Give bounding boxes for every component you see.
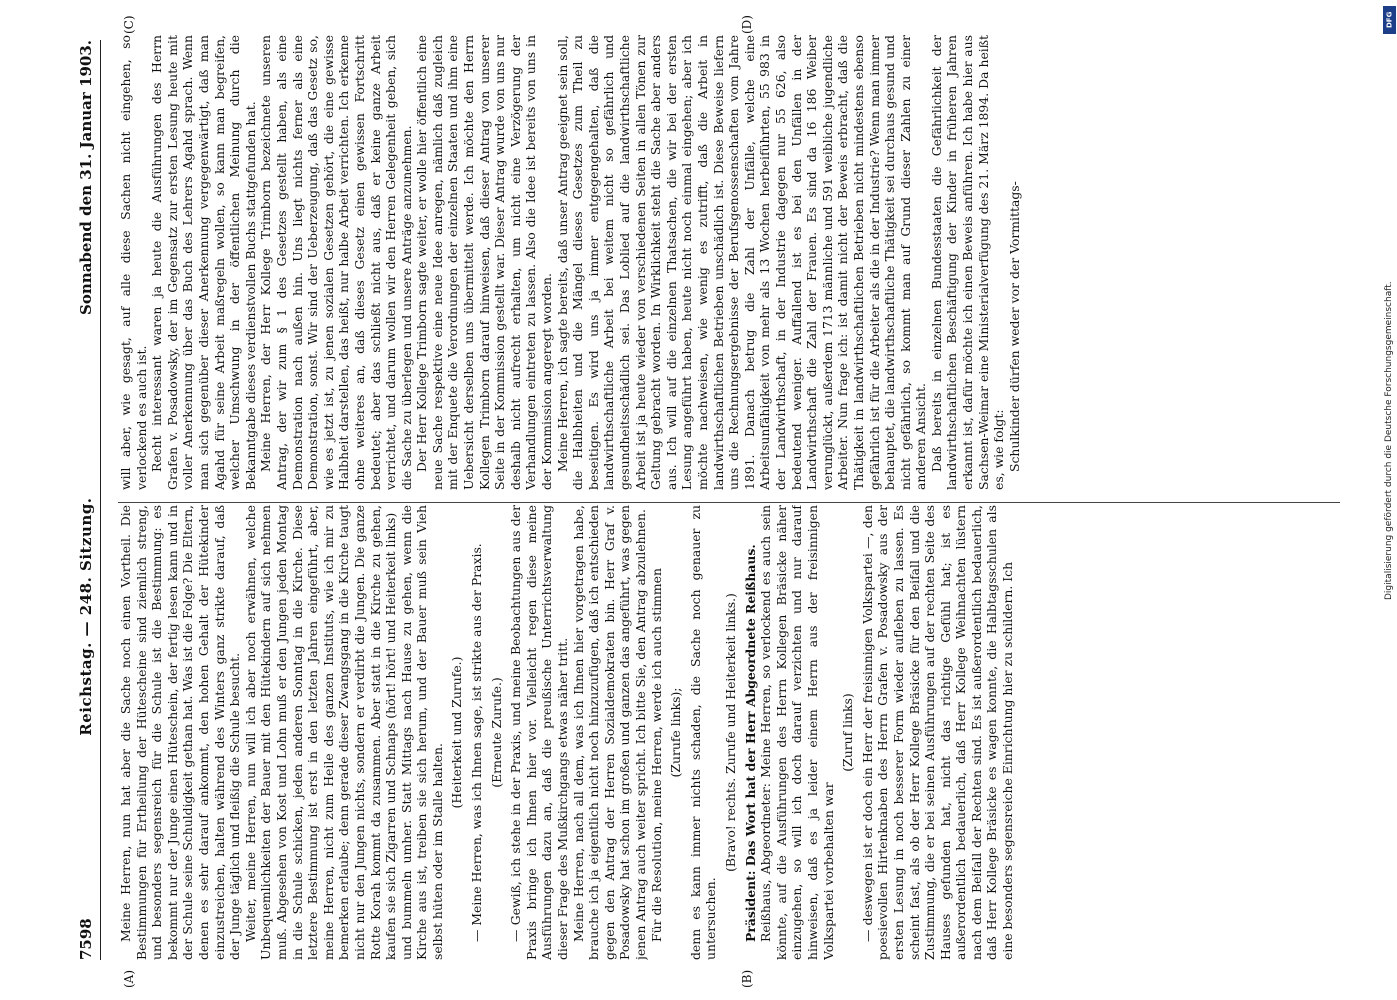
- interjection: (Zurufe links);: [668, 687, 684, 778]
- paragraph: — deswegen ist er doch ein Herr der freisinnigen Volkspartei —, den poesievollen Hirtenknaben des Herrn Grafen v. Posadowsky aus der ersten Lesung in noch besserer Form wieder aufleben zu lassen. Es scheint fast, als ob der Herr Kollege Bräsicke für den Beifall und die Zustimmung, die er bei seinen Ausführungen auf der rechten Seite des Hauses gefunden hat, nicht das richtige Gefühl hat; ist es außerordentlich bedauerlich, daß Herr Kollege Weihnachten lüstern nach dem Beifall der Rechten sind. Es ist außerordentlich bedauerlich, daß Herr Kollege Bräsicke es wagen konnte, die Halbtagsschulen als eine besonders segensreiche Einrichtung hier zu schildern. Ich: [859, 505, 1016, 960]
- header-date: Sonnabend den 31. Januar 1903.: [77, 40, 95, 315]
- paragraph: denn es kann immer nichts schaden, die Sache noch genauer zu untersuchen.: [687, 505, 719, 960]
- speaker-line: Präsident: Das Wort hat der Herr Abgeordnete Reißhaus.: [742, 544, 758, 942]
- interjection: (Bravo! rechts. Zurufe und Heiterkeit links.): [722, 593, 738, 872]
- paragraph: — Gewiß, ich stehe in der Praxis, und meine Beobachtungen aus der Praxis bringe ich Ihnen hier vor. Vielleicht regen diese meine Ausführungen dazu an, daß die preußische Unterrichtsverwaltung dieser Frage des Mußkirchgangs etwas näher tritt.: [508, 505, 571, 960]
- margin-marker-a: (A): [122, 969, 136, 988]
- page-number: 7598: [77, 918, 95, 960]
- paragraph: Weiter, meine Herren, nun will ich aber noch erwähnen, welche Unbequemlichkeiten der Bauer mit den Hütekindern auf sich nehmen muß. Abgesehen von Kost und Lohn muß er den Jungen jeden Montag in die Schule schicken, jeden anderen Sonntag in die Kirche. Diese letztere Bestimmung ist erst in den letzten Jahren eingeführt, aber, meine Herren, nicht zum Heile des ganzen Instituts, wie ich mir zu bemerken erlaube; denn gerade dieser Zwangsgang in die Kirche taugt nicht nur den Jungen nichts, sondern er verdirbt die Jungen. Die ganze Rotte Korah kommt da zusammen. Aber statt in die Kirche zu gehen, kaufen sie sich Zigarren und Schnaps (hört! hört! und Heiterkeit links): [242, 505, 399, 960]
- paragraph: Meine Herren, ich sagte bereits, daß unser Antrag geeignet sein soll, die Halbheiten und die Mängel dieses Gesetzes zum Theil zu beseitigen. Es wird uns ja immer entgegengehalten, daß die landwirthschaftliche Arbeit bei weitem nicht so gefährlich und gesundheitsschädlich sei. Das Loblied auf die landwirthschaftliche Arbeit ist ja heute wieder von verschiedenen Seiten in allen Tönen zur Geltung gebracht worden. In Wirklichkeit steht die Sache aber anders aus. Ich will auf die einzelnen Thatsachen, die wir bei der ersten Lesung angeführt haben, heute nicht noch einmal eingehen; aber ich möchte nachweisen, wie wenig es zutrifft, daß die Arbeit in landwirthschaftlichen Betrieben unschädlich ist. Diese Beweise liefern uns die Rechnungsergebnisse der Berufsgenossenschaften vom Jahre 1891. Danach betrug die Zahl der Unfälle, welche eine Arbeitsunfähigkeit von mehr als 13 Wochen herbeiführten, 55 983 in der Landwirthschaft, in der Industrie dagegen nur 55 626, also bedeutend weniger. Auffallend ist es bei den Unfällen in der Landwirthschaft die Zahl der Frauen. Es sind da 16 186 Weiber verunglückt, außerdem 1713 männliche und 591 weibliche jugendliche Arbeiter. Nun frage ich: ist damit nicht der Beweis erbracht, daß die Thätigkeit in landwirthschaftlichen Betrieben nicht mindestens ebenso gefährlich ist für die Arbeiter als die in der Industrie? Wenn man immer behauptet, die landwirthschaftliche Thätigkeit sei durchaus gesund und nicht gefährlich, so kommt man auf Grund dieser Zahlen zu einer anderen Ansicht.: [554, 35, 929, 490]
- interjection: (Zuruf links): [840, 693, 856, 772]
- header-title: Reichstag. — 248. Sitzung.: [77, 497, 95, 736]
- paragraph: Reißhaus, Abgeordneter: Meine Herren, so verlockend es auch sein könnte, auf die Ausführungen des Herrn Kollegen Bräsicke näher einzugehen, so will ich doch darauf verzichten und nur darauf hinweisen, daß es ja leider einem Herrn aus der freisinnigen Volkspartei vorbehalten war: [758, 505, 836, 960]
- margin-marker-d: (D): [740, 15, 754, 34]
- interjection: (Erneute Zurufe.): [488, 677, 504, 788]
- paragraph: Meine Herren, nach all dem, was ich Ihnen hier vorgetragen habe, brauche ich ja eigentlich nicht noch hinzuzufügen, daß ich entschieden gegen den Antrag der Herren Sozialdemokraten bin. Herr Graf v. Posadowsky hat schon im großen und ganzen das angeführt, was gegen jenen Antrag auch weiter spricht. Ich bitte Sie, den Antrag abzulehnen.: [570, 505, 648, 960]
- attribution-strip: [1382, 0, 1397, 1000]
- paragraph: Für die Resolution, meine Herren, werde ich auch stimmen: [648, 568, 664, 942]
- page-header: [72, 40, 101, 960]
- paragraph: Schulkinder dürfen weder vor der Vormittags-: [1006, 181, 1022, 472]
- dfg-logo: DFG: [1383, 6, 1396, 34]
- column-divider: [118, 502, 1340, 503]
- paragraph: — Meine Herren, was ich Ihnen sage, ist strikte aus der Praxis.: [469, 543, 485, 942]
- margin-marker-c: (C): [122, 15, 136, 34]
- paragraph: Meine Herren, der Herr Kollege Trimborn bezeichnete unseren Antrag, der wir zum § 1 des Gesetzes gestellt haben, als eine Demonstration nach außen hin. Uns liegt nichts ferner als eine Demonstration, sonst. Wir sind der Ueberzeugung, daß das Gesetz so, wie es jetzt ist, zu jenen sozialen Gesetzen gehört, die eine gewisse Halbheit darstellen, das heißt, nur halbe Arbeit verrichten. Ich erkenne ohne weiteres an, daß dieses Gesetz einen gewissen Fortschritt bedeutet; aber das schließt nicht aus, daß er keine ganze Arbeit verrichtet, und darum wollen wir den Herren Gelegenheit geben, sich die Sache zu überlegen und unsere Anträge anzunehmen.: [258, 35, 414, 490]
- left-column: [118, 505, 1340, 960]
- right-column: [118, 35, 1340, 490]
- attribution-text: Digitalisierung gefördert durch die Deutsche Forschungsgemeinschaft.: [1384, 281, 1394, 600]
- margin-marker-b: (B): [740, 969, 754, 988]
- paragraph: und bummeln umher. Statt Mittags nach Hause zu gehen, wenn die Kirche aus ist, treiben sie sich herum, und der Bauer muß sein Vieh selbst hüten oder im Stalle halten.: [398, 505, 445, 960]
- paragraph: Meine Herren, nun hat aber die Sache noch einen Vortheil. Die Bestimmungen für Ertheilung der Hütescheine sind ziemlich streng, und besonders segensreich für die Schule ist die Bestimmung: es bekommt nur der Junge einen Hüteschein, der fertig lesen kann und in der Schule seine Schuldigkeit gethan hat. Was ist die Folge? Die Eltern, denen es sehr darauf ankommt, den hohen Gehalt der Hütekinder einzustreichen, halten während des Winters ganz strikte darauf, daß der Junge täglich und fleißig die Schule besucht.: [118, 505, 243, 960]
- paragraph: Daß bereits in einzelnen Bundesstaaten die Gefährlichkeit der landwirthschaftlichen Beschäftigung der Kinder in früheren Jahren erkannt ist, dafür möchte ich einen Beweis anführen. Ich habe hier aus Sachsen-Weimar eine Ministerialverfügung des 21. März 1894. Da heißt es, wie folgt:: [928, 35, 1007, 490]
- paragraph: Recht interessant waren ja heute die Ausführungen des Herrn Grafen v. Posadowsky, der im Gegensatz zur ersten Lesung heute mit voller Anerkennung über das Buch des Lehrers Agahd sprach. Wenn man sich gegenüber dieser Anerkennung vergegenwärtigt, daß man Agahd für seine Arbeit maßregeln wollen, so kann man begreifen, welcher Umschwung in der öffentlichen Meinung durch die Bekanntgabe dieses verdienstvollen Buchs stattgefunden hat.: [149, 35, 258, 490]
- paragraph: Der Herr Kollege Trimborn sagte weiter, er wolle hier öffentlich eine neue Sache respektive eine neue Idee anregen, nämlich daß zugleich mit der Enquete die Verordnungen der einzelnen Staaten und ihm eine Uebersicht derselben uns übermittelt werde. Ich möchte den Herrn Kollegen Trimborn darauf hinweisen, daß dieser Antrag von unserer Seite in der Kommission gestellt war. Dieser Antrag wurde von uns nur deshalb nicht aufrecht erhalten, um nicht eine Verzögerung der Verhandlungen eintreten zu lassen. Also die Idee ist bereits von uns in der Kommission angeregt worden.: [414, 35, 555, 490]
- paragraph: will aber, wie gesagt, auf alle diese Sachen nicht eingehen, so verlockend es auch ist.: [118, 35, 149, 490]
- interjection: (Heiterkeit und Zurufe.): [449, 656, 465, 809]
